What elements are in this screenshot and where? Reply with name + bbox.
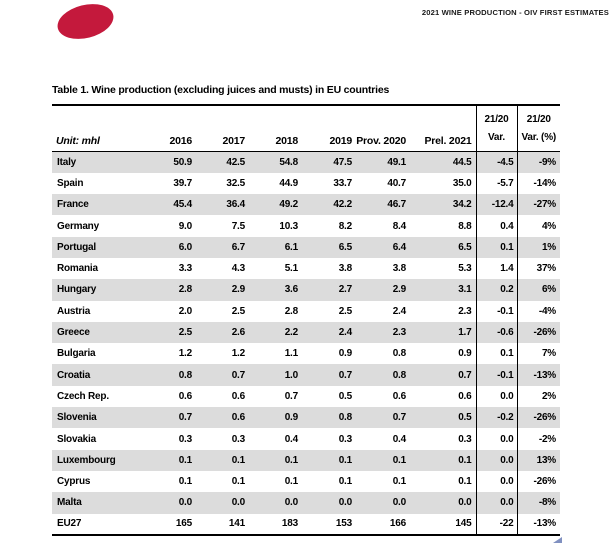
value-cell: 8.4 <box>392 220 406 232</box>
value-cell: 44.9 <box>279 177 298 189</box>
value-cell: 46.7 <box>356 194 410 215</box>
value-cell: 2.9 <box>196 279 249 300</box>
value-cell: 0.9 <box>338 348 352 360</box>
value-cell: 8.2 <box>338 220 352 232</box>
value-cell: 47.5 <box>302 152 356 173</box>
value-cell: 0.0 <box>410 492 476 513</box>
value-cell: 32.5 <box>226 177 245 189</box>
country-row <box>52 322 560 343</box>
value-cell: 0.7 <box>147 407 196 428</box>
value-cell: 0.6 <box>231 390 245 402</box>
value-cell: 2.3 <box>356 322 410 343</box>
value-cell: 3.1 <box>410 279 476 300</box>
country-name-cell: Malta <box>52 492 147 513</box>
value-cell: 0.5 <box>338 390 352 402</box>
value-cell: 2.3 <box>458 305 472 317</box>
value-cell: 0.1 <box>392 476 406 488</box>
var-cell: 1.4 <box>476 258 517 279</box>
value-cell: 6.0 <box>147 237 196 258</box>
value-cell: 0.0 <box>196 492 249 513</box>
value-cell: 0.7 <box>410 364 476 385</box>
country-name-cell: Italy <box>52 152 147 173</box>
value-cell: 0.7 <box>196 364 249 385</box>
value-cell: 5.3 <box>458 263 472 275</box>
country-row <box>52 279 560 300</box>
var-cell: -12.4 <box>476 194 517 215</box>
var-cell: 0.0 <box>476 386 517 407</box>
value-cell: 0.8 <box>356 364 410 385</box>
country-row <box>52 173 560 194</box>
country-name-cell: Greece <box>52 322 147 343</box>
var-pct-cell: 2% <box>517 386 560 407</box>
var-pct-cell: -13% <box>517 364 560 385</box>
value-cell: 0.5 <box>410 407 476 428</box>
value-cell: 8.8 <box>458 220 472 232</box>
value-cell: 3.6 <box>249 279 302 300</box>
country-name-cell: Romania <box>57 263 98 275</box>
value-cell: 0.4 <box>284 433 298 445</box>
var-pct-cell: 1% <box>517 237 560 258</box>
value-cell: 0.0 <box>302 492 356 513</box>
var-pct-cell: -4% <box>517 301 560 322</box>
var-pct-cell: -26% <box>517 407 560 428</box>
country-row <box>52 301 560 322</box>
value-cell: 0.8 <box>392 348 406 360</box>
col-header-prov-2020: Prov. 2020 <box>356 105 410 152</box>
wine-production-table-section <box>52 84 560 536</box>
value-cell: 39.7 <box>173 177 192 189</box>
var-cell: 0.1 <box>476 343 517 364</box>
value-cell: 2.5 <box>231 305 245 317</box>
country-name-cell: Germany <box>57 220 99 232</box>
var-pct-cell: -14% <box>517 173 560 194</box>
col-header-var-pct <box>517 105 560 152</box>
country-name-cell: Hungary <box>52 279 147 300</box>
value-cell: 145 <box>455 518 472 530</box>
var-pct-cell: 7% <box>517 343 560 364</box>
var-pct-cell: -8% <box>517 492 560 513</box>
country-name-cell: Bulgaria <box>57 348 96 360</box>
col-header-2018: 2018 <box>249 105 302 152</box>
country-name-cell: Spain <box>57 177 84 189</box>
value-cell: 6.5 <box>302 237 356 258</box>
value-cell: 165 <box>175 518 192 530</box>
value-cell: 2.5 <box>338 305 352 317</box>
value-cell: 2.2 <box>249 322 302 343</box>
var-pct-header-line1: 21/20 <box>526 113 551 125</box>
value-cell: 40.7 <box>387 177 406 189</box>
value-cell: 153 <box>335 518 352 530</box>
value-cell: 54.8 <box>249 152 302 173</box>
value-cell: 2.7 <box>302 279 356 300</box>
var-cell: -0.2 <box>476 407 517 428</box>
value-cell: 6.4 <box>356 237 410 258</box>
value-cell: 0.7 <box>302 364 356 385</box>
country-name-cell: Slovakia <box>57 433 96 445</box>
header-row <box>52 105 560 152</box>
value-cell: 0.1 <box>147 450 196 471</box>
var-cell: -0.6 <box>476 322 517 343</box>
value-cell: 2.5 <box>147 322 196 343</box>
value-cell: 2.4 <box>302 322 356 343</box>
value-cell: 0.3 <box>178 433 192 445</box>
value-cell: 0.0 <box>147 492 196 513</box>
value-cell: 50.9 <box>147 152 196 173</box>
var-pct-cell: -26% <box>517 471 560 492</box>
var-pct-cell: 6% <box>517 279 560 300</box>
value-cell: 1.2 <box>231 348 245 360</box>
var-pct-cell: -13% <box>517 514 560 535</box>
var-cell: 0.1 <box>476 237 517 258</box>
total-row <box>52 514 560 535</box>
value-cell: 0.1 <box>284 476 298 488</box>
country-row <box>52 194 560 215</box>
country-name-cell: Cyprus <box>57 476 91 488</box>
value-cell: 49.1 <box>356 152 410 173</box>
var-pct-cell: -9% <box>517 152 560 173</box>
value-cell: 5.1 <box>284 263 298 275</box>
var-cell: 0.0 <box>476 492 517 513</box>
country-name-cell: Croatia <box>52 364 147 385</box>
value-cell: 183 <box>281 518 298 530</box>
value-cell: 0.3 <box>338 433 352 445</box>
value-cell: 1.7 <box>410 322 476 343</box>
value-cell: 0.1 <box>458 476 472 488</box>
country-name-cell: EU27 <box>57 518 82 530</box>
value-cell: 4.3 <box>231 263 245 275</box>
var-header-line2: Var. <box>488 132 505 144</box>
value-cell: 33.7 <box>333 177 352 189</box>
value-cell: 2.9 <box>356 279 410 300</box>
value-cell: 2.8 <box>284 305 298 317</box>
country-name-cell: Slovenia <box>52 407 147 428</box>
var-pct-cell: -2% <box>517 428 560 449</box>
value-cell: 0.8 <box>302 407 356 428</box>
value-cell: 0.1 <box>356 450 410 471</box>
var-cell: -4.5 <box>476 152 517 173</box>
unit-label: Unit: mhl <box>52 105 147 152</box>
value-cell: 0.0 <box>356 492 410 513</box>
value-cell: 0.1 <box>231 476 245 488</box>
var-header-line1: 21/20 <box>484 113 509 125</box>
value-cell: 9.0 <box>178 220 192 232</box>
country-row <box>52 428 560 449</box>
value-cell: 42.2 <box>302 194 356 215</box>
value-cell: 44.5 <box>410 152 476 173</box>
value-cell: 2.8 <box>147 279 196 300</box>
var-cell: -22 <box>476 514 517 535</box>
value-cell: 0.1 <box>249 450 302 471</box>
var-pct-cell: 13% <box>517 450 560 471</box>
col-header-var <box>476 105 517 152</box>
var-cell: 0.0 <box>476 428 517 449</box>
var-pct-cell: -26% <box>517 322 560 343</box>
value-cell: 0.1 <box>302 450 356 471</box>
value-cell: 0.0 <box>249 492 302 513</box>
value-cell: 0.3 <box>231 433 245 445</box>
value-cell: 0.1 <box>410 450 476 471</box>
value-cell: 0.3 <box>458 433 472 445</box>
country-row <box>52 407 560 428</box>
value-cell: 0.8 <box>147 364 196 385</box>
value-cell: 0.6 <box>392 390 406 402</box>
country-name-cell: France <box>52 194 147 215</box>
var-cell: -0.1 <box>476 364 517 385</box>
value-cell: 2.4 <box>392 305 406 317</box>
var-pct-cell: -27% <box>517 194 560 215</box>
country-row <box>52 386 560 407</box>
value-cell: 45.4 <box>147 194 196 215</box>
cell-corner-marker <box>553 537 562 543</box>
country-row <box>52 364 560 385</box>
value-cell: 0.7 <box>356 407 410 428</box>
value-cell: 0.6 <box>458 390 472 402</box>
country-row <box>52 471 560 492</box>
value-cell: 49.2 <box>249 194 302 215</box>
value-cell: 0.1 <box>196 450 249 471</box>
wine-production-table <box>52 104 560 536</box>
value-cell: 0.4 <box>392 433 406 445</box>
country-row <box>52 492 560 513</box>
value-cell: 0.6 <box>178 390 192 402</box>
value-cell: 34.2 <box>410 194 476 215</box>
var-cell: 0.4 <box>476 215 517 236</box>
value-cell: 6.7 <box>196 237 249 258</box>
var-cell: 0.0 <box>476 471 517 492</box>
value-cell: 141 <box>228 518 245 530</box>
value-cell: 0.7 <box>284 390 298 402</box>
country-name-cell: Luxembourg <box>52 450 147 471</box>
value-cell: 0.1 <box>338 476 352 488</box>
value-cell: 36.4 <box>196 194 249 215</box>
country-row <box>52 215 560 236</box>
value-cell: 3.8 <box>338 263 352 275</box>
country-row <box>52 258 560 279</box>
value-cell: 1.1 <box>284 348 298 360</box>
value-cell: 0.9 <box>458 348 472 360</box>
value-cell: 6.5 <box>410 237 476 258</box>
value-cell: 0.9 <box>249 407 302 428</box>
value-cell: 2.0 <box>178 305 192 317</box>
country-row <box>52 343 560 364</box>
value-cell: 2.6 <box>196 322 249 343</box>
value-cell: 1.2 <box>178 348 192 360</box>
value-cell: 42.5 <box>196 152 249 173</box>
country-row <box>52 152 560 173</box>
value-cell: 35.0 <box>452 177 472 189</box>
country-name-cell: Portugal <box>52 237 147 258</box>
oiv-logo <box>54 0 117 44</box>
value-cell: 0.1 <box>178 476 192 488</box>
var-cell: -5.7 <box>476 173 517 194</box>
country-row <box>52 450 560 471</box>
value-cell: 0.6 <box>196 407 249 428</box>
country-name-cell: Austria <box>57 305 91 317</box>
table-title: Table 1. Wine production (excluding juices and musts) in EU countries <box>52 84 390 96</box>
value-cell: 166 <box>389 518 406 530</box>
var-pct-cell: 4% <box>517 215 560 236</box>
col-header-2019: 2019 <box>302 105 356 152</box>
value-cell: 10.3 <box>279 220 298 232</box>
var-pct-cell: 37% <box>517 258 560 279</box>
country-name-cell: Czech Rep. <box>57 390 109 402</box>
value-cell: 6.1 <box>249 237 302 258</box>
value-cell: 1.0 <box>249 364 302 385</box>
var-pct-header-line2: Var. (%) <box>521 132 557 144</box>
col-header-prel-2021: Prel. 2021 <box>410 105 476 152</box>
document-header-title: 2021 WINE PRODUCTION - OIV FIRST ESTIMATES <box>421 8 609 17</box>
col-header-2017: 2017 <box>196 105 249 152</box>
var-cell: 0.2 <box>476 279 517 300</box>
value-cell: 3.8 <box>392 263 406 275</box>
var-cell: 0.0 <box>476 450 517 471</box>
value-cell: 3.3 <box>178 263 192 275</box>
country-row <box>52 237 560 258</box>
col-header-2016: 2016 <box>147 105 196 152</box>
var-cell: -0.1 <box>476 301 517 322</box>
value-cell: 7.5 <box>231 220 245 232</box>
